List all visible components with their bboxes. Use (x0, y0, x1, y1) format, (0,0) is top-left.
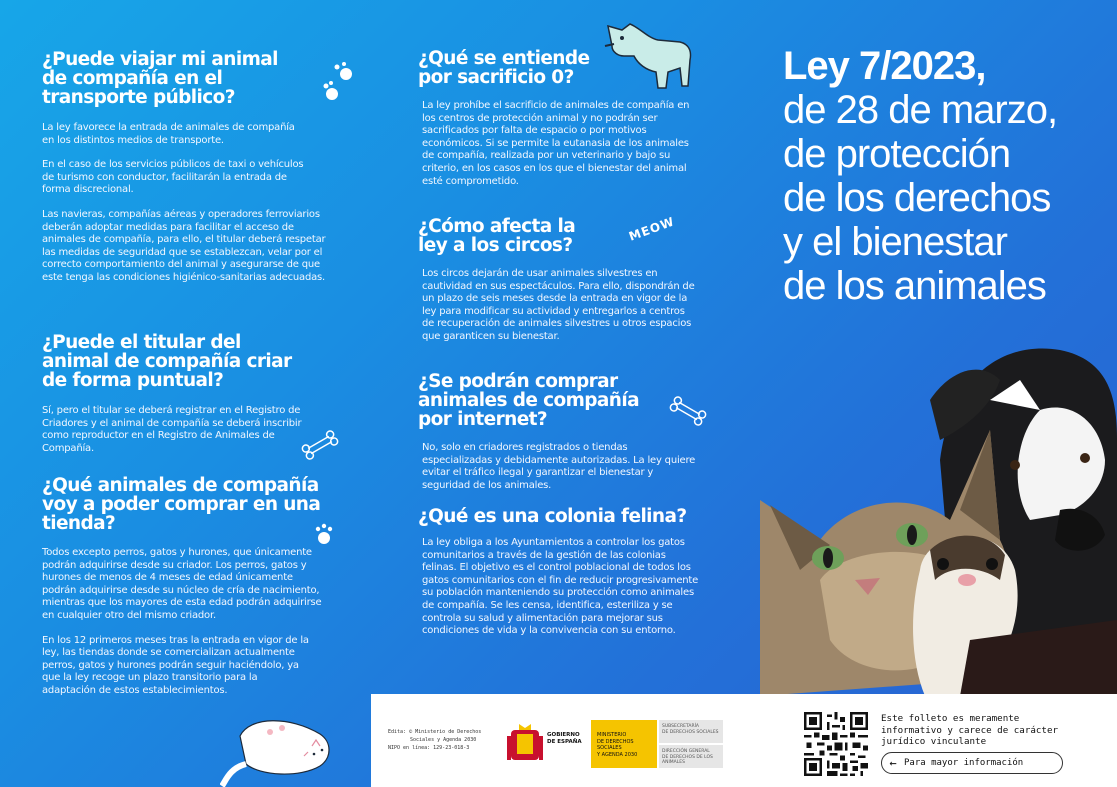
section-paragraph: Los circos dejarán de usar animales silvestres en cautividad en sus espectáculos. Para ello, dispondrán de un plazo de seis meses desde la entrada en vigor de la ley para modificar su actividad y entregarlos a centros de recuperación de animales silvestres u otros espacios que garanticen su bienestar. (422, 268, 695, 342)
government-label (547, 732, 582, 746)
section-colony (418, 507, 703, 638)
bone-icon (668, 396, 708, 426)
directorate-label (659, 745, 723, 768)
law-title-line: de protección (783, 132, 1011, 176)
section-title: ¿Puede el titular del animal de compañía criar de forma puntual? (42, 332, 292, 391)
section-title: ¿Puede viajar mi animal de compañía en el transporte público? (42, 49, 278, 108)
cat-drawing-icon (220, 706, 340, 787)
section-paragraph: La ley prohíbe el sacrificio de animales de compañía en los centros de protección animal y no podrán ser sacrificados por falta de espacio o por motivos económicos. Si se permite la eutanasia de los animales de compañía, realizada por un veterinario y bajo su criterio, en los casos en los que el bienestar del animal esté comprometido. (422, 100, 690, 187)
section-paragraph: Las navieras, compañías aéreas y operadores ferroviarios deberán adoptar medidas para facilitar el acceso de animales de compañía, para ello, el titular deberá respetar las medidas de seguridad que se establezcan, velar por el correcto comportamiento del animal y asegurarse de que este tenga las condiciones higiénico-sanitarias adecuadas. (42, 208, 326, 283)
ministry-label-line: Y AGENDA 2030 (597, 751, 638, 758)
law-title-line: de 28 de marzo, (783, 88, 1058, 132)
subsecretariat-label-line: DE DERECHOS SOCIALES (662, 729, 719, 735)
qr-code-icon[interactable] (804, 712, 868, 776)
more-info-label: Para mayor información (904, 758, 1024, 768)
section-title: ¿Qué se entiende por sacrificio 0? (418, 48, 590, 88)
subsecretariat-label-line: SUBSECRETARÍA (662, 724, 699, 729)
arrow-left-icon: ← (889, 756, 897, 770)
section-paragraph: En el caso de los servicios públicos de taxi o vehículos de turismo con conductor, facilitarán la entrada de forma discrecional. (42, 159, 304, 196)
directorate-label-line: DIRECCIÓN GENERAL (662, 749, 710, 754)
pets-photo (760, 340, 1117, 696)
paw-prints-icon (310, 520, 340, 550)
ministry-label (591, 720, 657, 768)
dog-drawing-icon (600, 16, 695, 94)
more-info-button[interactable] (881, 752, 1063, 774)
section-circus (418, 217, 703, 344)
law-title-line: de los derechos (783, 176, 1051, 220)
section-internet (418, 372, 703, 492)
subsecretariat-label (659, 720, 723, 743)
section-transport (42, 50, 332, 285)
section-title: ¿Qué es una colonia felina? (418, 506, 687, 527)
government-label-line: GOBIERNO (547, 732, 580, 738)
ministry-label-line: MINISTERIO (597, 732, 627, 738)
section-paragraph: No, solo en criadores registrados o tiendas especializadas y debidamente autorizadas. La ley quiere evitar el tráfico ilegal y garantizar el bienestar y seguridad de los animales. (422, 442, 696, 491)
section-paragraph: En los 12 primeros meses tras la entrada en vigor de la ley, las tiendas donde se comercializan actualmente perros, gatos y hurones podrán seguir haciéndolo, ya que la ley recoge un plazo transitorio para la adaptación de estos establecimientos. (42, 634, 309, 696)
section-paragraph: La ley obliga a los Ayuntamientos a controlar los gatos comunitarios a través de la gestión de las colonias felinas. El objetivo es el control poblacional de todos los gatos comunitarios con el fin de reducir progresivamente su población manteniendo su protección como animales de compañía. Se les censa, identifica, esteriliza y se controla su salud y alimentación para mejorar sus condiciones de vida y la convivencia con su entorno. (422, 537, 699, 637)
section-shop (42, 476, 332, 698)
publisher-info (388, 728, 503, 752)
law-title (783, 44, 1113, 308)
ministry-label-line: DE DERECHOS SOCIALES (597, 738, 634, 751)
section-paragraph: La ley favorece la entrada de animales de compañía en los distintos medios de transporte. (42, 122, 295, 146)
section-breeding (42, 333, 332, 455)
government-label-line: DE ESPAÑA (547, 739, 582, 745)
paw-prints-icon (320, 60, 356, 108)
disclaimer-text: Este folleto es meramente informativo y carece de carácter jurídico vinculante (881, 713, 1059, 747)
bone-icon (300, 430, 340, 460)
section-title: ¿Cómo afecta la ley a los circos? (418, 216, 576, 256)
section-title: ¿Qué animales de compañía voy a poder comprar en una tienda? (42, 475, 321, 534)
section-title: ¿Se podrán comprar animales de compañía por internet? (418, 371, 640, 430)
law-title-line: y el bienestar (783, 220, 1007, 264)
government-logo (507, 720, 723, 768)
nipo-line: NIPO en línea: 129-23-018-3 (388, 745, 470, 751)
directorate-label-line: DE DERECHOS DE LOS ANIMALES (662, 754, 713, 765)
section-paragraph: Sí, pero el titular se deberá registrar en el Registro de Criadores y el animal de compañía se deberá inscribir como reproductor en el Registro de Animales de Compañía. (42, 405, 302, 454)
publisher-line: Edita: © Ministerio de Derechos (388, 729, 482, 735)
coat-of-arms-icon (507, 722, 543, 766)
footer (371, 694, 1117, 787)
law-title-line: de los animales (783, 264, 1046, 308)
law-title-line: Ley 7/2023, (783, 44, 986, 88)
section-paragraph: Todos excepto perros, gatos y hurones, que únicamente podrán adquirirse desde su criador. Los perros, gatos y hurones de menos de 4 meses de edad únicamente podrán adquirirse desde su núcleo de cría de nacimiento, mientras que los mayores de esta edad podrán adquirirse en cualquier otro del mismo criador. (42, 547, 322, 621)
meow-text: MEOW (627, 214, 677, 244)
publisher-line: Sociales y Agenda 2030 (410, 737, 477, 743)
